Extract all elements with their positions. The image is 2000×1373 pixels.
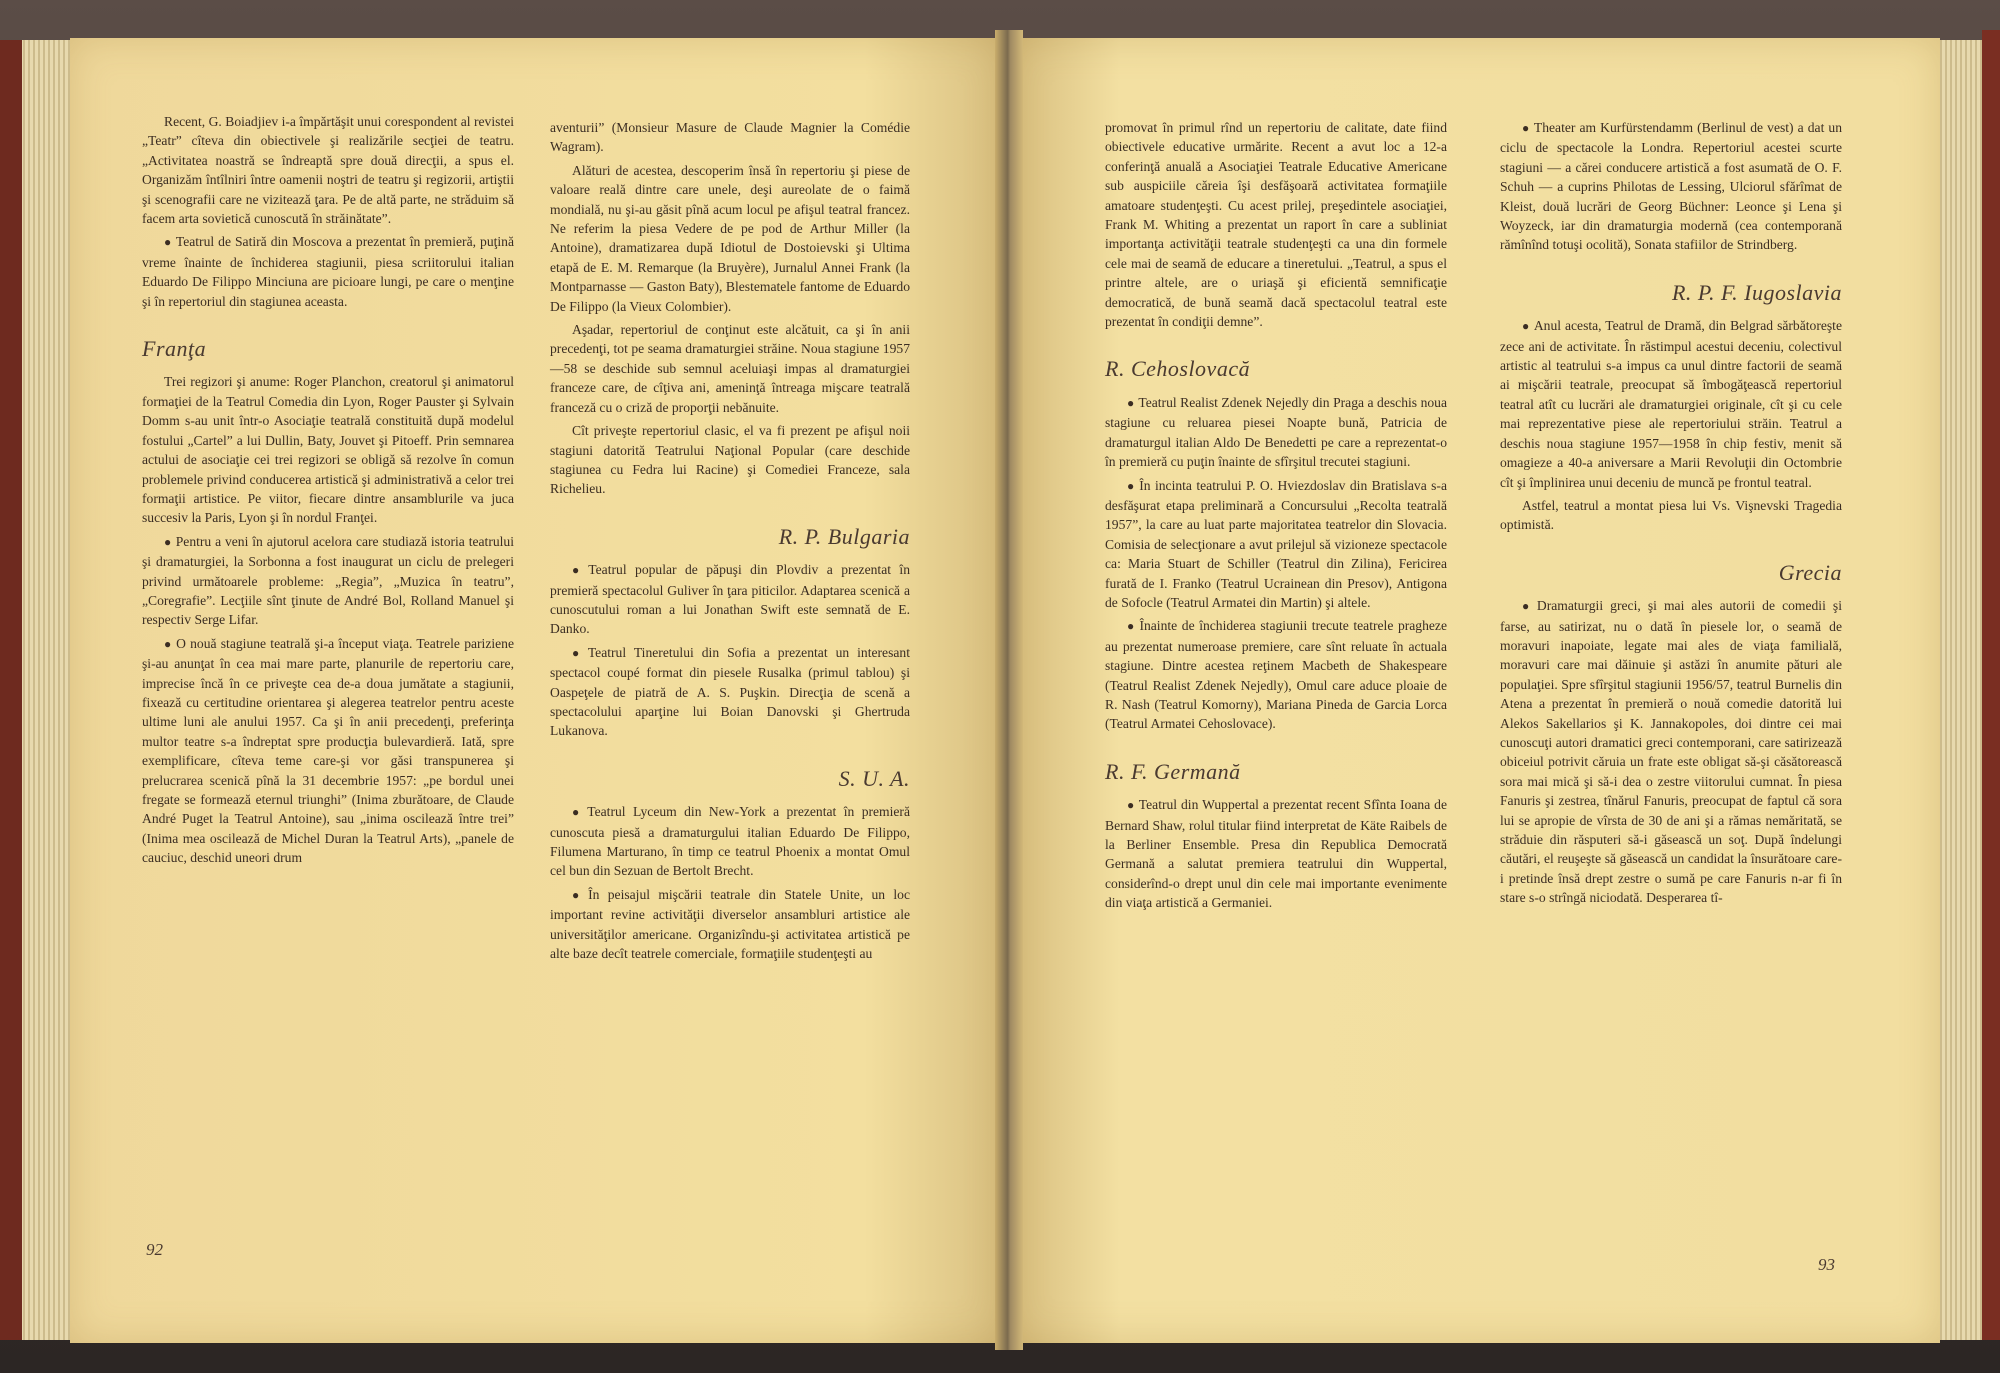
paragraph: Aşadar, repertoriul de conţinut este alcătuit, ca şi în anii precedenţi, tot pe seama dramaturgiei străine. Noua stagiune 1957—58 se deschide sub semnul aceluiaşi impas al dramaturgiei franceze care, de cîţiva ani, ameninţă întreaga mişcare teatrală franceză cu o criză de proporţii nebănuite. <box>550 322 910 415</box>
section-heading-bulgaria: R. P. Bulgaria <box>778 523 910 549</box>
paragraph: ● În incinta teatrului P. O. Hviezdoslav din Bratislava s-a desfăşurat etapa preliminară a Concursului „Recolta teatrală 1957”, la care au luat parte majoritatea teatrelor din Slovacia. Comisia de selecţionare a avut prilejul să vizioneze spectacole ca: Maria Stuart de Schiller (Teatrul din Zilina), Fericirea furată de I. Franko (Teatrul Ucrainean din Presov), Antigona de Sofocle (Teatrul Armatei din Martin) şi altele. <box>1105 477 1447 610</box>
section-heading-germana: R. F. Germană <box>1105 758 1241 784</box>
bullet-icon: ● <box>572 645 584 660</box>
left-column-1 <box>142 112 514 872</box>
book-cover-left <box>0 40 22 1340</box>
bullet-icon: ● <box>164 235 172 250</box>
paragraph: Alături de acestea, descoperim însă în repertoriu şi piese de valoare reală dintre care unele, deşi aureolate de o faimă mondială, nu şi-au găsit pînă acum locul pe afişul teatral francez. Ne referim la piesa Vedere de pe pod de Arthur Miller (la Antoine), dramatizarea după Idiotul de Dostoievski şi Ultima etapă de E. M. Remarque (la Bruyère), Jurnalul Annei Frank (la Montparnasse — Gaston Baty), Blestematele fantome de Eduardo De Filippo (la Vieux Colombier). <box>550 162 910 314</box>
paragraph: Astfel, teatrul a montat piesa lui Vs. Vişnevski Tragedia optimistă. <box>1500 497 1842 533</box>
page-number-left: 92 <box>146 1240 163 1259</box>
bullet-icon: ● <box>164 636 173 651</box>
right-column-1 <box>1105 118 1447 917</box>
paragraph: ● Dramaturgii greci, şi mai ales autorii de comedii şi farse, au satirizat, nu o dată în piesele lor, o seamă de moravuri inapoiate, legate mai ales de viaţa familială, moravuri care mai dăinuie şi astăzi în anumite pături ale populaţiei. Spre sfîrşitul stagiunii 1956/57, teatrul Burnelis din Atena a prezentat în premieră o nouă comedie datorită lui Alekos Sakellarios şi K. Jannakopoles, doi dintre cei mai cunoscuţi autori dramatici greci contemporani, care satirizează obiceiul potrivit căruia un frate este obligat să-şi căsătorească sora mai mică şi să-i dea o zestre viitorului cumnat. În piesa Fanuris şi zestrea, tînărul Fanuris, preocupat de faptul că sora lui se apropie de vîrsta de 30 de ani şi a rămas nemăritată, se străduie din răsputeri să-i găsească un soţ. După îndelungi căutări, el reuşeşte să găsească un candidat la însurătoare care-i pretinde însă drept zestre o sumă pe care Fanuris n-ar fi în stare s-o strîngă niciodată. Desperarea tî- <box>1500 598 1842 906</box>
bullet-icon: ● <box>572 887 585 902</box>
paragraph: ● Teatrul Tineretului din Sofia a prezentat un interesant spectacol coupé format din piesele Rusalka (primul tablou) şi Oaspeţele de piatră de A. S. Puşkin. Direcţia de scenă a spectacolului aparţine lui Boian Danovski şi Ghertruda Lukanova. <box>550 644 910 739</box>
bullet-icon: ● <box>1127 798 1135 813</box>
paragraph: ● Teatrul de Satiră din Moscova a prezentat în premieră, puţină vreme înainte de închiderea stagiunii, piesa scriitorului italian Eduardo De Filippo Minciuna are picioare lungi, pe care o menţine şi în repertoriul din stagiunea aceasta. <box>142 234 514 309</box>
bullet-icon: ● <box>1522 121 1530 135</box>
paragraph: Trei regizori şi anume: Roger Planchon, creatorul şi animatorul formaţiei de la Teatrul Comedia din Lyon, Roger Pauster şi Sylvain Domm s-au unit într-o Asociaţie teatrală constituită după modelul fostului „Cartel” a lui Dullin, Baty, Jouvet şi Pitoeff. Prin semnarea actului de asociaţie cei trei regizori se obligă să rezolve în comun problemele privind conducerea artistică şi administrativă a celor trei formaţii artistice. Pe viitor, fiecare dintre ansamblurile va juca succesiv la Paris, Lyon şi în nordul Franţei. <box>142 374 514 526</box>
book-gutter <box>995 30 1023 1350</box>
book-cover-right <box>1982 30 2000 1340</box>
right-column-2 <box>1500 118 1842 912</box>
section-heading-usa: S. U. A. <box>838 765 910 791</box>
paragraph: ● Theater am Kurfürstendamm (Berlinul de vest) a dat un ciclu de spectacole la Londra. Repertoriul acestei scurte stagiuni — a cărei conducere artistică a fost asumată de O. F. Schuh — a cuprins Philotas de Lessing, Ulciorul sfărîmat de Kleist, două lucrări de Georg Büchner: Leonce şi Lena şi Woyzeck, iar din dramaturgia modernă (cea contemporană rămînînd totuşi ocolită), Sonata stafiilor de Strindberg. <box>1500 120 1843 253</box>
left-column-2 <box>550 118 910 967</box>
paragraph: ● O nouă stagiune teatrală şi-a început viaţa. Teatrele pariziene şi-au anunţat în cea mai mare parte, planurile de repertoriu care, imprecise încă în ce priveşte cea de-a doua jumătate a stagiunii, fixează cu certitudine orientarea şi alegerea teatrelor pentru aceste ultime luni ale anului 1957. Ca şi în anii precedenţi, preferinţa multor teatre s-a îndreptat spre producţia bulevardieră. Iată, spre exemplificare, cîteva teme care-şi vor găsi transpunerea şi prelucrarea scenică pînă la 31 decembrie 1957: „pe bordul unei fregate se formează eternul triunghi” (Inima zburătoare, de Claude André Puget la Teatrul Antoine), sau „inima oscilează între trei” (Inima mea oscilează de Michel Duran la Teatrul Arts), „panele de cauciuc, deschid uneori drum <box>142 635 514 866</box>
paragraph: ● Teatrul Realist Zdenek Nejedly din Praga a deschis noua stagiune cu reluarea piesei Noapte bună, Patricia de dramaturgul italian Aldo De Benedetti pe care a reprezentat-o în premieră cu puţin înainte de sfîrşitul trecutei stagiuni. <box>1105 394 1447 470</box>
paragraph: aventurii” (Monsieur Masure de Claude Magnier la Comédie Wagram). <box>550 120 910 155</box>
paragraph: Recent, G. Boiadjiev i-a împărtăşit unui corespondent al revistei „Teatr” cîteva din obiectivele şi realizările secţiei de teatru. „Activitatea noastră se îndreaptă spre două direcţii, a spus el. Organizăm întîlniri între oamenii noştri de teatru şi regizorii, artiştii şi scenografii care ne vizitează ţara. Pe de altă parte, ne străduim să facem arta sovietică cunoscută în străinătate”. <box>142 114 514 227</box>
bullet-icon: ● <box>572 805 584 820</box>
bullet-icon: ● <box>1127 478 1136 493</box>
bullet-icon: ● <box>572 563 585 578</box>
bullet-icon: ● <box>1522 319 1530 334</box>
paragraph: ● Anul acesta, Teatrul de Dramă, din Belgrad sărbătoreşte zece ani de activitate. În răstimpul acestui deceniu, colectivul artistic al teatrului s-a impus ca unul dintre factorii de seamă ai mişcării teatrale, preocupat să îmbogăţească repertoriul teatral atît cu lucrări ale dramaturgiei originale, cît şi cu cele mai reprezentative piese ale repertoriului străin. Teatrul a deschis noua stagiune 1957—1958 în chip festiv, menit să omagieze a 40-a aniversare a Marii Revoluţii din Octombrie cît şi împlinirea unui deceniu de muncă pe frontul teatral. <box>1500 318 1842 490</box>
section-heading-cehoslovaca: R. Cehoslovacă <box>1105 356 1251 382</box>
bullet-icon: ● <box>1127 395 1135 410</box>
paragraph: ● În peisajul mişcării teatrale din Statele Unite, un loc important revine activităţii diverselor ansambluri artistice ale universităţilor americane. Organizîndu-şi activitatea artistică pe alte baze decît teatrele comerciale, formaţiile studenţeşti au <box>550 886 910 962</box>
bullet-icon: ● <box>164 534 172 549</box>
paragraph: ● Teatrul Lyceum din New-York a prezentat în premieră cunoscuta piesă a dramaturgului italian Eduardo De Filippo, Filumena Marturano, în timp ce teatrul Phoenix a montat Omul cel bun din Sezuan de Bertolt Brecht. <box>550 804 910 879</box>
page-number-right: 93 <box>1818 1255 1835 1274</box>
paragraph: ● Pentru a veni în ajutorul acelora care studiază istoria teatrului şi dramaturgiei, la Sorbonna a fost inaugurat un ciclu de prelegeri privind următoarele probleme: „Regia”, „Muzica în teatru”, „Coregrafie”. Lecţiile sînt ţinute de André Bol, Rolland Manuel şi respectiv Serge Lifar. <box>142 533 514 628</box>
section-heading-grecia: Grecia <box>1778 559 1842 585</box>
paragraph: ● Înainte de închiderea stagiunii trecute teatrele pragheze au prezentat numeroase premiere, care sînt reluate în actuala stagiune. Dintre acestea reţinem Macbeth de Shakespeare (Teatrul Realist Zdenek Nejedly), Omul care aduce ploaie de R. Nash (Teatrul Komorny), Mariana Pineda de Garcia Lorca (Teatrul Armatei Cehoslovace). <box>1105 618 1448 732</box>
bullet-icon: ● <box>1127 619 1136 634</box>
paragraph: ● Teatrul popular de păpuşi din Plovdiv a prezentat în premieră spectacolul Guliver în ţara piticilor. Adaptarea scenică a cunoscutului roman a lui Jonathan Swift este semnată de E. Danko. <box>550 562 911 637</box>
bullet-icon: ● <box>1522 599 1533 614</box>
paragraph: Cît priveşte repertoriul clasic, el va fi prezent pe afişul noii stagiuni datorită Teatrului Naţional Popular (care deschide stagiunea cu Fedra lui Racine) şi Comediei Franceze, sala Richelieu. <box>550 423 910 497</box>
section-heading-franta: Franţa <box>142 336 207 362</box>
paragraph: promovat în primul rînd un repertoriu de calitate, date fiind obiectivele educative urmărite. Recent a avut loc a 12-a conferinţă anuală a Asociaţiei Teatrale Educative Americane sub auspiciile căreia îşi desfăşoară activitatea formaţiile amatoare studenţeşti. Cu acest prilej, preşedintele asociaţiei, Frank M. Whiting a prezentat un raport în care a subliniat importanţa activităţii teatrale studenţeşti ca una din formele cele mai de seamă de educare a tineretului. „Teatrul, a spus el printre altele, are o uriaşă şi eficientă semnificaţie democratică, de bună seamă dacă spectacolul teatral este prezentat în condiţii demne”. <box>1105 120 1447 330</box>
paragraph: ● Teatrul din Wuppertal a prezentat recent Sfînta Ioana de Bernard Shaw, rolul titular fiind interpretat de Käte Raibels de la Berliner Ensemble. Presa din Republica Democrată Germană a salutat premiera teatrului din Wuppertal, considerînd-o drept unul din cele mai importante evenimente din viaţa artistică a Germaniei. <box>1105 797 1447 911</box>
section-heading-iugoslavia: R. P. F. Iugoslavia <box>1671 279 1842 305</box>
